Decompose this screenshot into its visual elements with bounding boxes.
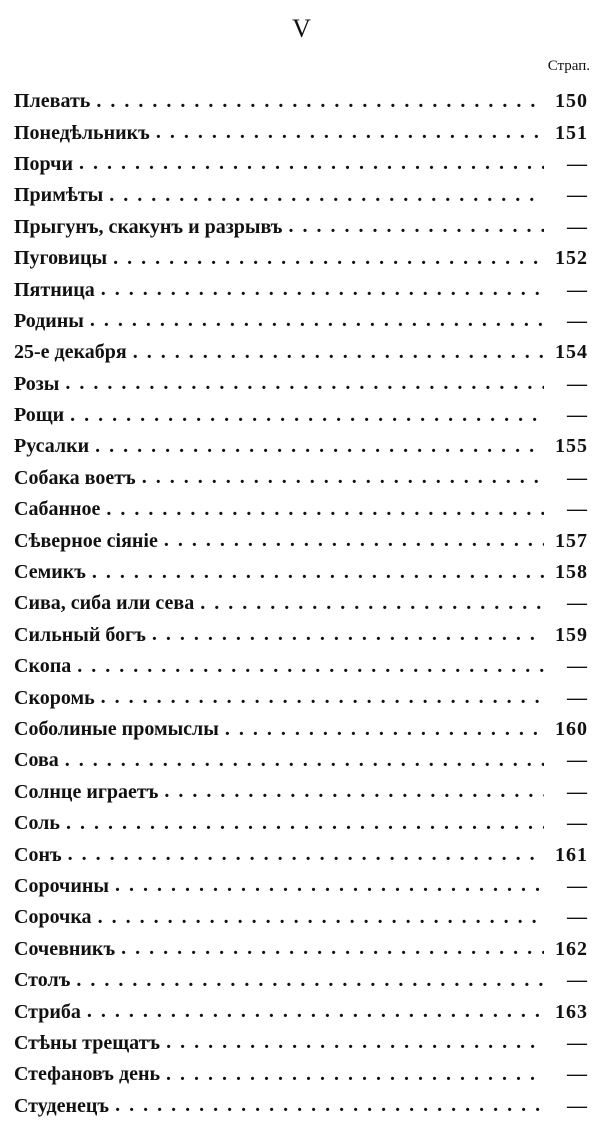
toc-entry-title: Сабанное xyxy=(14,498,101,521)
toc-entry-title: Порчи xyxy=(14,152,73,175)
toc-entry-title: Сильный богъ xyxy=(14,623,146,646)
toc-entry-page: 159 xyxy=(555,623,588,646)
toc-entry-page: — xyxy=(567,498,588,521)
dot-leader xyxy=(142,468,544,488)
toc-entry-title: Собака воетъ xyxy=(14,466,136,489)
toc-entry xyxy=(0,274,604,305)
toc-entry-title: Примѣты xyxy=(14,184,104,207)
dot-leader xyxy=(98,908,544,928)
toc-entry-page: — xyxy=(567,749,588,772)
toc-entry-page: — xyxy=(567,1031,588,1054)
dot-leader xyxy=(87,1002,544,1022)
toc-entry-page: 152 xyxy=(555,247,588,270)
toc-entry-title: Столъ xyxy=(14,969,71,992)
toc-entry-title: Пятница xyxy=(14,278,95,301)
toc-entry xyxy=(0,839,604,870)
toc-entry xyxy=(0,212,604,243)
toc-entry xyxy=(0,557,604,588)
toc-entry-page: 161 xyxy=(555,843,588,866)
toc-entry-page: — xyxy=(567,686,588,709)
toc-entry-page: — xyxy=(567,184,588,207)
dot-leader xyxy=(156,123,544,143)
dot-leader xyxy=(164,531,544,551)
dot-leader xyxy=(65,751,544,771)
toc-entry xyxy=(0,934,604,965)
toc-entry-page: — xyxy=(567,152,588,175)
dot-leader xyxy=(92,563,544,583)
table-of-contents xyxy=(0,86,604,1122)
toc-entry-title: Сорочка xyxy=(14,906,92,929)
toc-entry xyxy=(0,1059,604,1090)
toc-entry xyxy=(0,588,604,619)
toc-entry xyxy=(0,996,604,1027)
toc-entry-title: Соболиные промыслы xyxy=(14,718,219,740)
toc-entry-page: 157 xyxy=(555,529,588,552)
toc-entry-title: Понедѣльникъ xyxy=(14,121,150,144)
dot-leader xyxy=(70,406,544,426)
dot-leader xyxy=(66,814,544,834)
dot-leader xyxy=(95,437,544,457)
dot-leader xyxy=(77,657,544,677)
toc-entry xyxy=(0,871,604,902)
toc-entry-page: 158 xyxy=(555,561,588,584)
toc-entry-title: Стѣны трещатъ xyxy=(14,1031,161,1054)
dot-leader xyxy=(115,1096,544,1116)
dot-leader xyxy=(166,1033,544,1053)
dot-leader xyxy=(109,186,544,206)
dot-leader xyxy=(200,594,544,614)
toc-entry-page: 160 xyxy=(555,718,588,740)
toc-entry-page: — xyxy=(567,592,588,615)
toc-entry xyxy=(0,1091,604,1122)
toc-entry-title: Прыгунъ, скакунъ и разрывъ xyxy=(14,215,283,238)
dot-leader xyxy=(101,688,544,708)
toc-entry xyxy=(0,463,604,494)
toc-entry-page: 150 xyxy=(555,90,588,113)
toc-entry-title: Стриба xyxy=(14,1000,81,1023)
toc-entry-title: Рощи xyxy=(14,404,65,427)
toc-entry-page: 163 xyxy=(555,1000,588,1023)
toc-entry xyxy=(0,651,604,682)
toc-entry-title: Сорочины xyxy=(14,874,109,897)
toc-entry-title: Студенецъ xyxy=(14,1094,110,1117)
toc-entry xyxy=(0,400,604,431)
dot-leader xyxy=(106,500,544,520)
toc-entry-title: Семикъ xyxy=(14,561,86,584)
toc-entry-page: — xyxy=(567,466,588,489)
toc-entry-page: 151 xyxy=(555,121,588,144)
dot-leader xyxy=(101,280,544,300)
toc-entry-title: Розы xyxy=(14,372,60,395)
toc-entry xyxy=(0,369,604,400)
dot-leader xyxy=(152,625,544,645)
toc-entry xyxy=(0,525,604,556)
toc-entry-page: — xyxy=(567,1094,588,1117)
toc-entry-page: — xyxy=(567,1063,588,1086)
dot-leader xyxy=(68,845,544,865)
toc-entry xyxy=(0,494,604,525)
toc-entry xyxy=(0,745,604,776)
dot-leader xyxy=(79,154,544,174)
toc-entry-page: — xyxy=(567,655,588,678)
toc-entry xyxy=(0,965,604,996)
dot-leader xyxy=(225,720,544,740)
dot-leader xyxy=(288,217,544,237)
toc-entry-page: — xyxy=(567,969,588,992)
toc-entry xyxy=(0,180,604,211)
dot-leader xyxy=(96,92,544,112)
page-number: V xyxy=(292,14,312,43)
toc-entry xyxy=(0,777,604,808)
dot-leader xyxy=(121,939,544,959)
toc-entry xyxy=(0,431,604,462)
toc-entry-title: Сочевникъ xyxy=(14,937,116,960)
toc-entry-page: — xyxy=(567,372,588,395)
toc-entry xyxy=(0,86,604,117)
toc-entry xyxy=(0,337,604,368)
toc-entry-page: — xyxy=(567,404,588,427)
toc-entry-title: Стефановъ день xyxy=(14,1063,161,1086)
toc-entry xyxy=(0,682,604,713)
toc-entry-title: Сова xyxy=(14,749,59,772)
toc-entry-page: 155 xyxy=(555,435,588,458)
toc-entry-page: — xyxy=(567,906,588,929)
dot-leader xyxy=(133,343,544,363)
toc-entry-page: — xyxy=(567,215,588,238)
toc-entry-title: Пуговицы xyxy=(14,247,108,270)
toc-entry-page: 154 xyxy=(555,341,588,364)
toc-entry-title: Сѣверное сіяніе xyxy=(14,529,158,552)
toc-entry-title: Плевать xyxy=(14,90,91,113)
toc-entry xyxy=(0,714,604,745)
toc-entry-title: 25-е декабря xyxy=(14,341,127,364)
page-column-header: Страп. xyxy=(547,58,590,74)
dot-leader xyxy=(76,971,544,991)
toc-entry-page: — xyxy=(567,278,588,301)
toc-entry-page: — xyxy=(567,309,588,332)
toc-entry xyxy=(0,808,604,839)
toc-entry-title: Сонъ xyxy=(14,843,62,866)
dot-leader xyxy=(90,311,544,331)
toc-entry xyxy=(0,1028,604,1059)
toc-entry-title: Скоромь xyxy=(14,686,95,709)
dot-leader xyxy=(164,782,544,802)
toc-entry-title: Соль xyxy=(14,812,60,835)
toc-entry xyxy=(0,620,604,651)
dot-leader xyxy=(115,876,544,896)
toc-entry-page: 162 xyxy=(555,937,588,960)
toc-entry xyxy=(0,306,604,337)
dot-leader xyxy=(113,249,544,269)
dot-leader xyxy=(166,1065,544,1085)
toc-entry xyxy=(0,149,604,180)
toc-entry xyxy=(0,117,604,148)
toc-entry-page: — xyxy=(567,874,588,897)
toc-entry-title: Сива, сиба или сева xyxy=(14,592,195,615)
toc-entry-page: — xyxy=(567,780,588,803)
dot-leader xyxy=(65,374,544,394)
toc-entry-page: — xyxy=(567,812,588,835)
toc-entry-title: Солнце играетъ xyxy=(14,780,159,803)
toc-entry xyxy=(0,243,604,274)
toc-entry xyxy=(0,902,604,933)
toc-entry-title: Русалки xyxy=(14,435,90,458)
toc-entry-title: Скопа xyxy=(14,655,72,678)
toc-entry-title: Родины xyxy=(14,309,84,332)
